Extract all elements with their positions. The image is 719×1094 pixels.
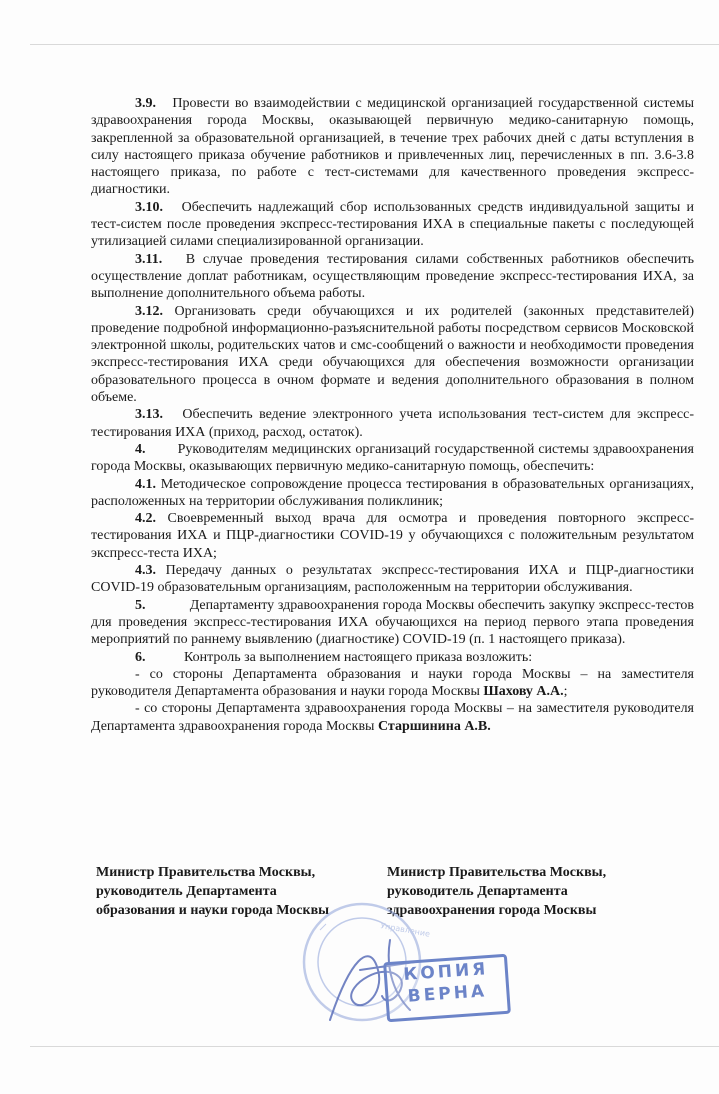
paragraph-number: 4. (135, 441, 146, 457)
paragraph-text: В случае проведения тестирования силами собственных работников обеспечить осуществление доплат работникам, осуществляющим проведение экспресс-тестирования ИХА, за выполнение дополнительного объема работы. (91, 251, 695, 302)
paragraph-text: Контроль за выполнением настоящего приказа возложить: (184, 649, 533, 665)
paragraph-number: 3.10. (135, 199, 163, 215)
paragraph-text: Обеспечить надлежащий сбор использованных средств индивидуальной защиты и тест-систем после проведения экспресс-тестирования ИХА в специальные пакеты с последующей утилизацией силами специализированной организации. (91, 199, 695, 250)
paragraph-3-10 (91, 199, 694, 251)
signature-line: руководитель Департамента (387, 884, 568, 899)
deputy-name: Шахову А.А. (483, 684, 564, 700)
control-item-health (91, 700, 694, 735)
paragraph-number: 5. (135, 597, 146, 613)
signature-line: руководитель Департамента (96, 884, 277, 899)
signature-line: Министр Правительства Москвы, (387, 865, 607, 880)
paragraph-text: Методическое сопровождение процесса тестирования в образовательных организациях, расположенных на территории обслуживания поликлиник; (91, 476, 695, 509)
seal-text: Управление (379, 921, 431, 939)
paragraph-number: 4.1. (135, 476, 156, 492)
paragraph-4-1 (91, 476, 694, 511)
order-text (91, 95, 694, 735)
signature-line: здравоохранения города Москвы (387, 903, 597, 918)
paragraph-3-13 (91, 406, 694, 441)
paragraph-number: 4.3. (135, 563, 156, 579)
paragraph-number: 4.2. (135, 511, 156, 527)
page-top-edge (30, 44, 719, 45)
paragraph-4-3 (91, 562, 694, 597)
paragraph-number: 3.12. (135, 303, 163, 319)
control-item-education (91, 666, 694, 701)
paragraph-3-12 (91, 303, 694, 407)
paragraph-number: 6. (135, 649, 146, 665)
paragraph-3-9 (91, 95, 694, 199)
page-bottom-edge (30, 1046, 719, 1047)
signature-line: Министр Правительства Москвы, (96, 865, 316, 880)
paragraph-text: Руководителям медицинских организаций государственной системы здравоохранения города Москвы, оказывающих первичную медико-санитарную помощь, обеспечить: (91, 441, 694, 475)
paragraph-text: Своевременный выход врача для осмотра и проведения повторного экспресс-тестирования ИХА и ПЦР-диагностики COVID-19 у обучающихся с положительным результатом экспресс-теста ИХА; (91, 511, 695, 561)
deputy-name: Старшинина А.В. (377, 718, 491, 734)
paragraph-text: Организовать среди обучающихся и их родителей (законных представителей) проведение подробной информационно-разъяснительной работы посредством сервисов Московской электронной школы, родительских чатов и смс-сообщений о важности и необходимости проведения экспресс-тестирования ИХА среди обучающихся для обеспечения возможности организации образовательного процесса в очном формате и ведения дополнительного образования в полном объеме. (91, 303, 695, 406)
paragraph-3-11 (91, 251, 694, 303)
stamp-line: ВЕРНА (407, 981, 488, 1007)
paragraph-text: Провести во взаимодействии с медицинской организацией государственной системы здравоохранения города Москвы, оказывающей первичную медико-санитарную помощь, закрепленной за образовательной организацией, в течение трех рабочих дней с даты вступления в силу настоящего приказа обучение работников и привлеченных лиц, перечисленных в пп. 3.6-3.8 настоящего приказа, по работе с тест-системами для качественного проведения экспресс-диагностики. (91, 96, 694, 198)
paragraph-number: 3.11. (135, 251, 163, 267)
stamp-line: КОПИЯ (402, 959, 489, 985)
signature-line: образования и науки города Москвы (96, 903, 330, 918)
control-item-text: - со стороны Департамента здравоохранения города Москвы – на заместителя руководителя Департамента здравоохранения города Москвы (91, 701, 694, 734)
paragraph-number: 3.13. (135, 407, 163, 423)
paragraph-4-2 (91, 510, 694, 562)
paragraph-number: 3.9. (135, 96, 156, 111)
paragraph-text: Передачу данных о результатах экспресс-тестирования ИХА и ПЦР-диагностики COVID-19 образовательным организациям, расположенным на территории обслуживания. (91, 563, 695, 596)
control-item-tail: ; (563, 684, 568, 700)
copy-verified-stamp (383, 954, 511, 1023)
paragraph-6 (91, 649, 694, 666)
paragraph-5 (91, 597, 694, 649)
paragraph-text: Обеспечить ведение электронного учета использования тест-систем для экспресс-тестирования ИХА (приход, расход, остаток). (91, 407, 694, 440)
paragraph-4 (91, 441, 694, 476)
paragraph-text: Департаменту здравоохранения города Москвы обеспечить закупку экспресс-тестов для проведения экспресс-тестирования ИХА обучающихся на период первого этапа проведения мероприятий по раннему выявлению (диагностике) COVID-19 (п. 1 настоящего приказа). (91, 597, 695, 648)
control-item-text: - со стороны Департамента образования и науки города Москвы – на заместителя руководителя Департамента образования и науки города Москвы (91, 666, 694, 700)
